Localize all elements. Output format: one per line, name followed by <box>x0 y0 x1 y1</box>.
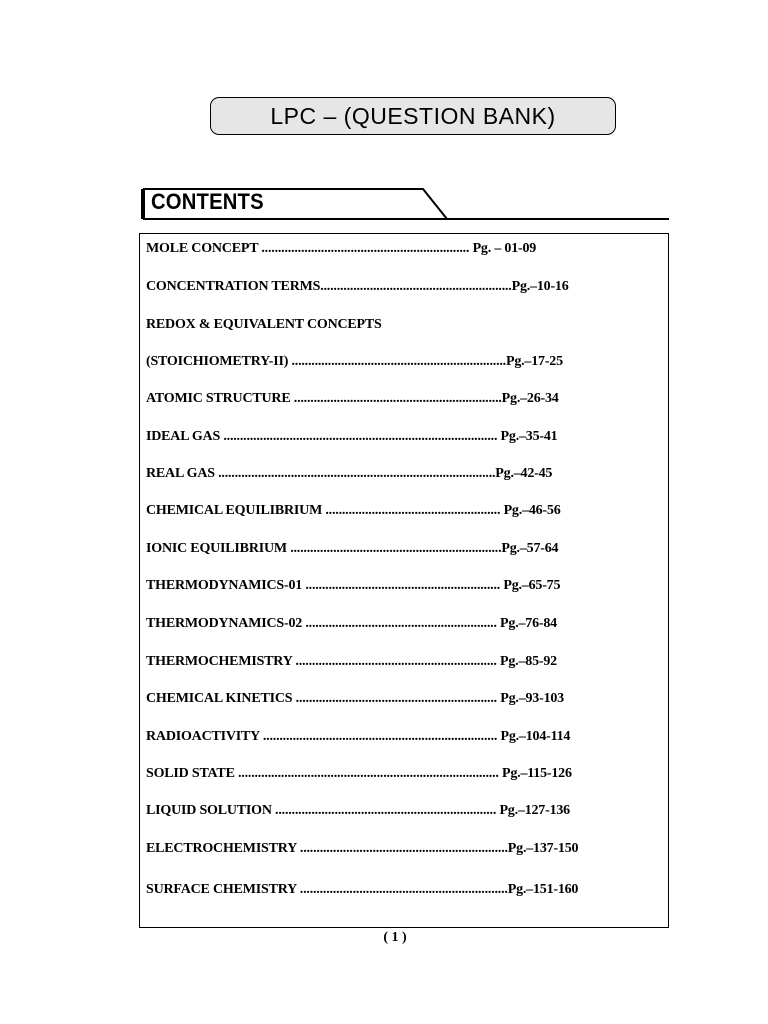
toc-item-chemical-kinetics[interactable]: CHEMICAL KINETICS ............................................................. Pg.–93-103 <box>146 691 564 706</box>
toc-item-liquid-solution[interactable]: LIQUID SOLUTION ................................................................... Pg.–127-136 <box>146 803 570 818</box>
toc-item-thermodynamics-02[interactable]: THERMODYNAMICS-02 .......................................................... Pg.–76-84 <box>146 616 557 631</box>
toc-item-stoichiometry[interactable]: (STOICHIOMETRY-II) .................................................................Pg.–17-25 <box>146 354 563 369</box>
toc-item-electrochemistry[interactable]: ELECTROCHEMISTRY ...............................................................Pg.–137-150 <box>146 841 579 856</box>
toc-item-redox-equivalent[interactable]: REDOX & EQUIVALENT CONCEPTS <box>146 317 382 332</box>
toc-item-ionic-equilibrium[interactable]: IONIC EQUILIBRIUM ................................................................Pg.–57-64 <box>146 541 559 556</box>
contents-heading: CONTENTS <box>151 189 264 214</box>
page-number: ( 1 ) <box>383 930 407 945</box>
toc-item-surface-chemistry[interactable]: SURFACE CHEMISTRY ...............................................................Pg.–151-160 <box>146 882 579 897</box>
toc-item-real-gas[interactable]: REAL GAS ....................................................................................Pg.–42-45 <box>146 466 553 481</box>
toc-item-radioactivity[interactable]: RADIOACTIVITY ....................................................................... Pg.–104-114 <box>146 729 571 744</box>
toc-item-solid-state[interactable]: SOLID STATE ............................................................................... Pg.–115-126 <box>146 766 572 781</box>
toc-item-chemical-equilibrium[interactable]: CHEMICAL EQUILIBRIUM ..................................................... Pg.–46-56 <box>146 503 561 518</box>
toc-item-concentration-terms[interactable]: CONCENTRATION TERMS..........................................................Pg.–10-16 <box>146 279 569 294</box>
toc-item-ideal-gas[interactable]: IDEAL GAS ................................................................................... Pg.–35-41 <box>146 429 558 444</box>
toc-item-atomic-structure[interactable]: ATOMIC STRUCTURE ...............................................................Pg.–26-34 <box>146 391 559 406</box>
contents-header <box>141 188 671 222</box>
page-title: LPC – (QUESTION BANK) <box>210 97 616 135</box>
toc-item-thermodynamics-01[interactable]: THERMODYNAMICS-01 ........................................................... Pg.–65-75 <box>146 578 561 593</box>
toc-item-thermochemistry[interactable]: THERMOCHEMISTRY ............................................................. Pg.–85-92 <box>146 654 557 669</box>
table-of-contents <box>139 233 669 928</box>
toc-item-mole-concept[interactable]: MOLE CONCEPT ............................................................... Pg. – 01-09 <box>146 241 537 256</box>
